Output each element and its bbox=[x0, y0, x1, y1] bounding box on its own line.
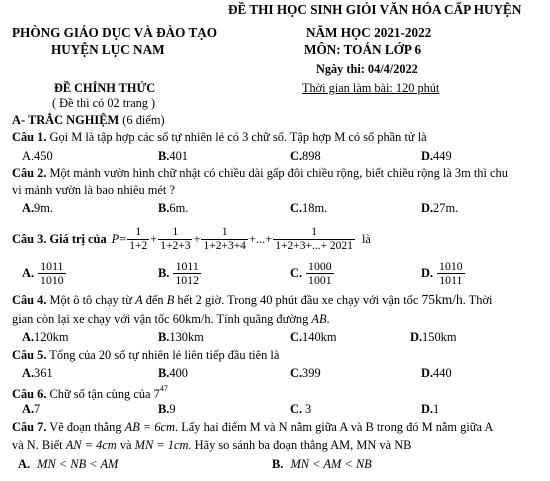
option-key: C. bbox=[290, 402, 303, 416]
q5-option-d[interactable] bbox=[421, 366, 452, 381]
q3-var: P bbox=[111, 231, 120, 246]
option-key: A. bbox=[22, 149, 35, 163]
q4-option-c[interactable] bbox=[290, 330, 336, 345]
question-4-line2 bbox=[12, 312, 330, 327]
exam-title: ĐỀ THI HỌC SINH GIỎI VĂN HÓA CẤP HUYỆN bbox=[228, 2, 522, 17]
option-key: A. bbox=[22, 201, 35, 215]
section-a-heading bbox=[12, 113, 165, 128]
q7-text: và bbox=[116, 438, 135, 452]
q4-label: Câu 4. bbox=[12, 293, 47, 307]
q7-segment-ab: AB = 6cm bbox=[124, 420, 176, 434]
q3-term-3: $\frac{1}{1+2+3+4}$ bbox=[203, 226, 246, 252]
option-key: D. bbox=[421, 265, 434, 280]
q2-text-line1: Một mảnh vườn hình chữ nhật có chiều dài gấp đôi chiều rộng, biết chiều rộng là 3m thì chu bbox=[46, 166, 508, 180]
option-value: 130km bbox=[169, 330, 204, 344]
option-value: 27m. bbox=[433, 201, 459, 215]
q5-option-b[interactable] bbox=[158, 366, 188, 381]
question-7 bbox=[12, 420, 493, 435]
section-a-title: A- TRẮC NGHIỆM bbox=[12, 113, 120, 127]
school-year: NĂM HỌC 2021-2022 bbox=[306, 25, 432, 40]
q4-speed-1: 75km/h bbox=[421, 292, 463, 307]
q7-an: AN = 4cm bbox=[65, 438, 117, 452]
q6-base: 7 bbox=[153, 387, 160, 401]
q5-text: Tổng của 20 số tự nhiên lẻ liên tiếp đầu tiên là bbox=[46, 348, 280, 362]
q7-text: . Lấy hai điểm M và N nằm giữa A và B trong đó M nằm giữa A bbox=[175, 420, 494, 434]
question-2 bbox=[12, 166, 508, 181]
q3-term-1: $\frac{1}{1+2}$ bbox=[129, 226, 148, 252]
q3-plus: + bbox=[265, 231, 273, 246]
q2-label: Câu 2. bbox=[12, 166, 47, 180]
q1-option-b[interactable] bbox=[158, 149, 188, 164]
department-name: PHÒNG GIÁO DỤC VÀ ĐÀO TẠO bbox=[12, 25, 218, 40]
option-value: 400 bbox=[169, 366, 188, 380]
q7-text: . Hãy so sánh ba đoạn thẳng AM, MN và NB bbox=[188, 438, 412, 452]
option-value: 120km bbox=[34, 330, 69, 344]
q6-option-a[interactable] bbox=[22, 402, 40, 417]
option-value: 140km bbox=[302, 330, 337, 344]
option-key: B. bbox=[158, 330, 170, 344]
q1-option-c[interactable] bbox=[290, 149, 321, 164]
q3-term-2: $\frac{1}{1+2+3}$ bbox=[160, 226, 191, 252]
q3-equals: = bbox=[119, 231, 127, 246]
question-7-line2 bbox=[12, 438, 411, 453]
option-key: D. bbox=[421, 366, 434, 380]
q4-option-d[interactable] bbox=[410, 330, 456, 345]
q4-point-b: B bbox=[166, 293, 175, 307]
option-value: 7 bbox=[34, 402, 41, 416]
question-6 bbox=[12, 384, 168, 402]
q3-plus: + bbox=[193, 231, 201, 246]
q6-label: Câu 6. bbox=[12, 387, 47, 401]
option-key: C. bbox=[290, 149, 303, 163]
q3-plus: + bbox=[150, 231, 158, 246]
q4-text: đến bbox=[142, 293, 167, 307]
q1-label: Câu 1. bbox=[12, 130, 47, 144]
q2-option-c[interactable] bbox=[290, 201, 327, 216]
q2-text-line2: vi mảnh vườn là bao nhiêu mét ? bbox=[12, 183, 175, 197]
option-value: MN < AM < NB bbox=[290, 457, 372, 471]
q7-text: Vẽ đoạn thẳng bbox=[46, 420, 125, 434]
option-value: 18m. bbox=[302, 201, 328, 215]
q3-plus: + bbox=[248, 231, 256, 246]
q4-speed-2: 60km/h bbox=[172, 312, 211, 326]
option-key: A. bbox=[22, 330, 35, 344]
q1-option-a[interactable] bbox=[22, 149, 53, 164]
option-value: 401 bbox=[169, 149, 188, 163]
option-key: C. bbox=[290, 366, 303, 380]
q3-label: Câu 3. Giá trị của bbox=[12, 231, 107, 246]
question-1 bbox=[12, 130, 427, 145]
option-value: MN < NB < AM bbox=[37, 457, 119, 471]
q4-segment-ab: AB bbox=[311, 312, 327, 326]
question-4 bbox=[12, 292, 492, 308]
option-value: 1 bbox=[433, 402, 440, 416]
q1-text: Gọi M là tập hợp các số tự nhiên lẻ có 3 chữ số. Tập hợp M có số phần tử là bbox=[46, 130, 427, 144]
section-a-points: (6 điểm) bbox=[119, 113, 165, 127]
q3-dots: ... bbox=[255, 231, 266, 246]
option-value: 361 bbox=[34, 366, 53, 380]
official-label: ĐỀ CHÍNH THỨC bbox=[54, 81, 156, 95]
option-value: 6m. bbox=[169, 201, 189, 215]
q3-term-last: $\frac{1}{1+2+3+...+ 2021}$ bbox=[275, 226, 353, 252]
q6-option-b[interactable] bbox=[158, 402, 176, 417]
q5-label: Câu 5. bbox=[12, 348, 47, 362]
duration: Thời gian làm bài: 120 phút bbox=[302, 81, 440, 95]
q7-option-a[interactable] bbox=[18, 457, 118, 472]
option-value: 9 bbox=[169, 402, 176, 416]
q7-option-b[interactable] bbox=[272, 457, 372, 472]
q7-text: và N. Biết bbox=[12, 438, 66, 452]
option-key: B. bbox=[158, 201, 170, 215]
q2-option-d[interactable] bbox=[421, 201, 458, 216]
q2-option-a[interactable] bbox=[22, 201, 53, 216]
q5-option-a[interactable] bbox=[22, 366, 53, 381]
q4-text: . bbox=[326, 312, 330, 326]
option-key: A. bbox=[18, 457, 31, 471]
option-key: C. bbox=[290, 201, 303, 215]
q4-point-a: A bbox=[135, 293, 143, 307]
option-key: B. bbox=[272, 457, 284, 471]
q3-tail: là bbox=[361, 231, 371, 246]
option-key: C. bbox=[290, 330, 303, 344]
option-value: 450 bbox=[34, 149, 53, 163]
question-3 bbox=[12, 219, 542, 259]
q4-text: . Tính quãng đường bbox=[210, 312, 312, 326]
option-value: 449 bbox=[433, 149, 452, 163]
option-value: 150km bbox=[422, 330, 457, 344]
q4-text: Một ô tô chạy từ bbox=[46, 293, 136, 307]
option-key: A. bbox=[22, 366, 35, 380]
q2-option-b[interactable] bbox=[158, 201, 188, 216]
q3-option-b[interactable]: B. $\frac{1011}{1012}$ bbox=[158, 259, 199, 287]
q4-text: hết 2 giờ. Trong 40 phút đầu xe chạy với vận tốc bbox=[174, 293, 422, 307]
option-key: D. bbox=[410, 330, 423, 344]
q4-text: gian còn lại xe chạy với vận tốc bbox=[12, 312, 173, 326]
q5-option-c[interactable] bbox=[290, 366, 321, 381]
district-name: HUYỆN LỤC NAM bbox=[51, 42, 165, 57]
q6-exponent: 47 bbox=[159, 384, 168, 393]
q7-mn: MN = 1cm bbox=[134, 438, 189, 452]
subject: MÔN: TOÁN LỚP 6 bbox=[304, 42, 422, 57]
q4-text: . Thời bbox=[462, 293, 493, 307]
option-key: B. bbox=[158, 366, 170, 380]
q6-text: Chữ số tận cùng của bbox=[46, 387, 154, 401]
option-key: A. bbox=[22, 402, 35, 416]
q6-option-d[interactable] bbox=[421, 402, 439, 417]
option-key: B. bbox=[158, 149, 170, 163]
exam-date: Ngày thi: 04/4/2022 bbox=[316, 62, 418, 76]
q3-option-d[interactable]: D. $\frac{1010}{1011}$ bbox=[421, 259, 463, 287]
q3-option-a[interactable]: A. $\frac{1011}{1010}$ bbox=[22, 259, 64, 287]
option-value: 440 bbox=[433, 366, 452, 380]
option-value: 3 bbox=[305, 402, 312, 416]
option-value: 399 bbox=[302, 366, 321, 380]
option-key: D. bbox=[421, 149, 434, 163]
option-key: B. bbox=[158, 265, 170, 280]
option-value: 898 bbox=[302, 149, 321, 163]
question-5 bbox=[12, 348, 279, 363]
q3-option-c[interactable]: C. $\frac{1000}{1001}$ bbox=[290, 259, 332, 287]
q1-option-d[interactable] bbox=[421, 149, 452, 164]
q4-option-a[interactable] bbox=[22, 330, 68, 345]
option-value: 9m. bbox=[34, 201, 53, 215]
option-key: D. bbox=[421, 201, 434, 215]
option-key: A. bbox=[22, 265, 35, 280]
option-key: B. bbox=[158, 402, 170, 416]
q6-option-c[interactable] bbox=[290, 402, 311, 417]
option-key: D. bbox=[421, 402, 434, 416]
pages-note: ( Đề thi có 02 trang ) bbox=[52, 96, 156, 110]
option-key: C. bbox=[290, 265, 303, 280]
q7-label: Câu 7. bbox=[12, 420, 47, 434]
q4-option-b[interactable] bbox=[158, 330, 204, 345]
